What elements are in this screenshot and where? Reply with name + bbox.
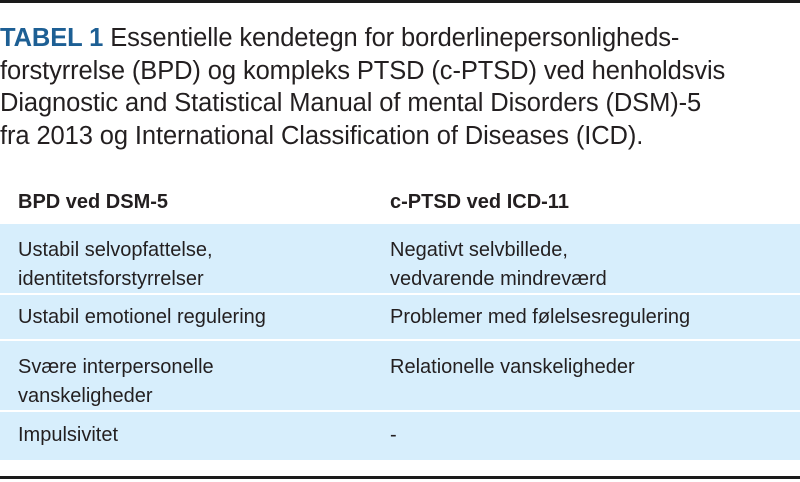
cell-line: Negativt selvbillede, bbox=[390, 239, 568, 261]
cell-line: Impulsivitet bbox=[18, 424, 119, 446]
caption-line-1 bbox=[0, 22, 790, 55]
table-row bbox=[0, 412, 800, 462]
table-row bbox=[0, 295, 800, 341]
header-bpd: BPD ved DSM-5 bbox=[18, 191, 169, 213]
caption-line-2: forstyrrelse (BPD) og kompleks PTSD (c-PTSD) ved henholdsvis bbox=[0, 56, 726, 85]
cell-line: vedvarende mindreværd bbox=[390, 268, 607, 290]
cell-line: Svære interpersonelle bbox=[18, 356, 214, 378]
comparison-table bbox=[0, 188, 800, 462]
caption-line-4: fra 2013 og International Classification of Diseases (ICD). bbox=[0, 121, 644, 150]
caption-label: TABEL 1 bbox=[0, 24, 104, 52]
cell-line: vanskeligheder bbox=[18, 385, 153, 407]
cell-line: Problemer med følelsesregulering bbox=[390, 306, 691, 328]
cell-line: Ustabil emotionel regulering bbox=[18, 306, 266, 328]
cell-bpd bbox=[18, 421, 378, 450]
cell-line: - bbox=[390, 424, 397, 446]
top-rule bbox=[0, 0, 800, 3]
caption-text-1: Essentielle kendetegn for borderlinepersonligheds- bbox=[103, 24, 680, 52]
cell-bpd bbox=[18, 236, 378, 294]
table-header bbox=[0, 188, 800, 224]
table-row bbox=[0, 224, 800, 295]
caption-line-3: Diagnostic and Statistical Manual of mental Disorders (DSM)-5 bbox=[0, 89, 702, 117]
header-cptsd: c-PTSD ved ICD-11 bbox=[390, 191, 569, 213]
cell-bpd bbox=[18, 353, 378, 411]
cell-cptsd bbox=[390, 236, 790, 294]
cell-cptsd bbox=[390, 303, 790, 332]
cell-line: Ustabil selvopfattelse, bbox=[18, 239, 213, 261]
cell-line: Relationelle vanskeligheder bbox=[390, 356, 635, 378]
table-row bbox=[0, 341, 800, 412]
cell-cptsd bbox=[390, 353, 790, 382]
cell-line: identitetsforstyrrelser bbox=[18, 268, 204, 290]
table-caption bbox=[0, 22, 790, 152]
bottom-rule bbox=[0, 476, 800, 479]
cell-bpd bbox=[18, 303, 378, 332]
cell-cptsd bbox=[390, 421, 790, 450]
